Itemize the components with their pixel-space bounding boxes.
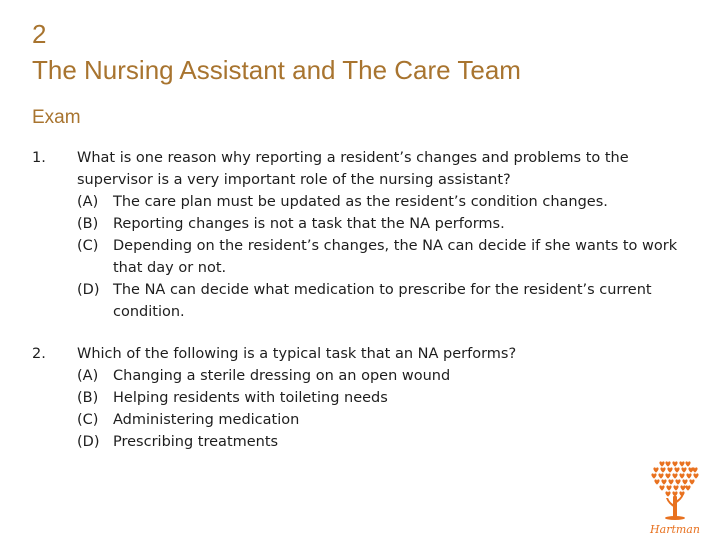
heart-icon [665,473,670,478]
option-d [77,431,702,453]
heart-icon [667,467,672,472]
heart-icon [661,479,666,484]
hartman-logo [640,458,710,536]
section-label: Exam [32,107,81,128]
question-body [77,343,702,453]
heart-icon [651,473,656,478]
heart-icon [668,479,673,484]
question-number: 1. [32,150,46,166]
question-text: Which of the following is a typical task that an NA performs? [77,346,517,362]
chapter-title: The Nursing Assistant and The Care Team [32,55,521,85]
option-b [77,387,702,409]
heart-icon [665,491,670,496]
option-c [77,409,702,431]
heart-icon [689,479,694,484]
option-letter: (B) [77,216,99,232]
option-letter: (C) [77,412,99,428]
logo-text: Hartman [650,523,700,536]
heart-icon [685,461,690,466]
heart-icon [674,467,679,472]
question-number: 2. [32,346,46,362]
option-letter: (C) [77,238,99,254]
chapter-number: 2 [32,19,47,49]
heart-icon [682,479,687,484]
option-letter: (A) [77,194,99,210]
heart-icon [685,485,690,490]
option-text: Changing a sterile dressing on an open wound [113,368,451,384]
heart-icon [672,461,677,466]
option-text: The NA can decide what medication to prescribe for the resident’s current condition. [113,282,652,320]
heart-icon [673,485,678,490]
heart-icon [692,467,697,472]
option-letter: (D) [77,434,100,450]
option-a [77,365,702,387]
heart-icon [672,473,677,478]
question-text: What is one reason why reporting a resident’s changes and problems to the supervisor is a very important role of the nursing assistant? [77,150,629,188]
option-letter: (A) [77,368,99,384]
heart-icon [686,473,691,478]
heart-icon [665,461,670,466]
option-text: Depending on the resident’s changes, the NA can decide if she wants to work that day or not. [113,238,678,276]
option-d [77,279,702,323]
option-a [77,191,702,213]
option-letter: (D) [77,282,100,298]
heart-icon [679,461,684,466]
heart-icon [681,467,686,472]
heart-icon [653,467,658,472]
heart-icon [666,485,671,490]
option-text: The care plan must be updated as the resident’s condition changes. [113,194,608,210]
heart-icon [659,461,664,466]
option-text: Helping residents with toileting needs [113,390,388,406]
question-2 [32,343,702,453]
heart-icon [672,491,677,496]
question-1 [32,147,702,323]
option-text: Reporting changes is not a task that the NA performs. [113,216,505,232]
heart-icon [654,479,659,484]
heart-icon [679,473,684,478]
heart-icon [659,485,664,490]
heart-icon [658,473,663,478]
option-c [77,235,702,279]
heart-icon [660,467,665,472]
heart-icon [693,473,698,478]
option-text: Administering medication [113,412,300,428]
option-letter: (B) [77,390,99,406]
option-b [77,213,702,235]
heart-icon [675,479,680,484]
heart-icon [680,485,685,490]
question-body [77,147,702,323]
option-text: Prescribing treatments [113,434,279,450]
